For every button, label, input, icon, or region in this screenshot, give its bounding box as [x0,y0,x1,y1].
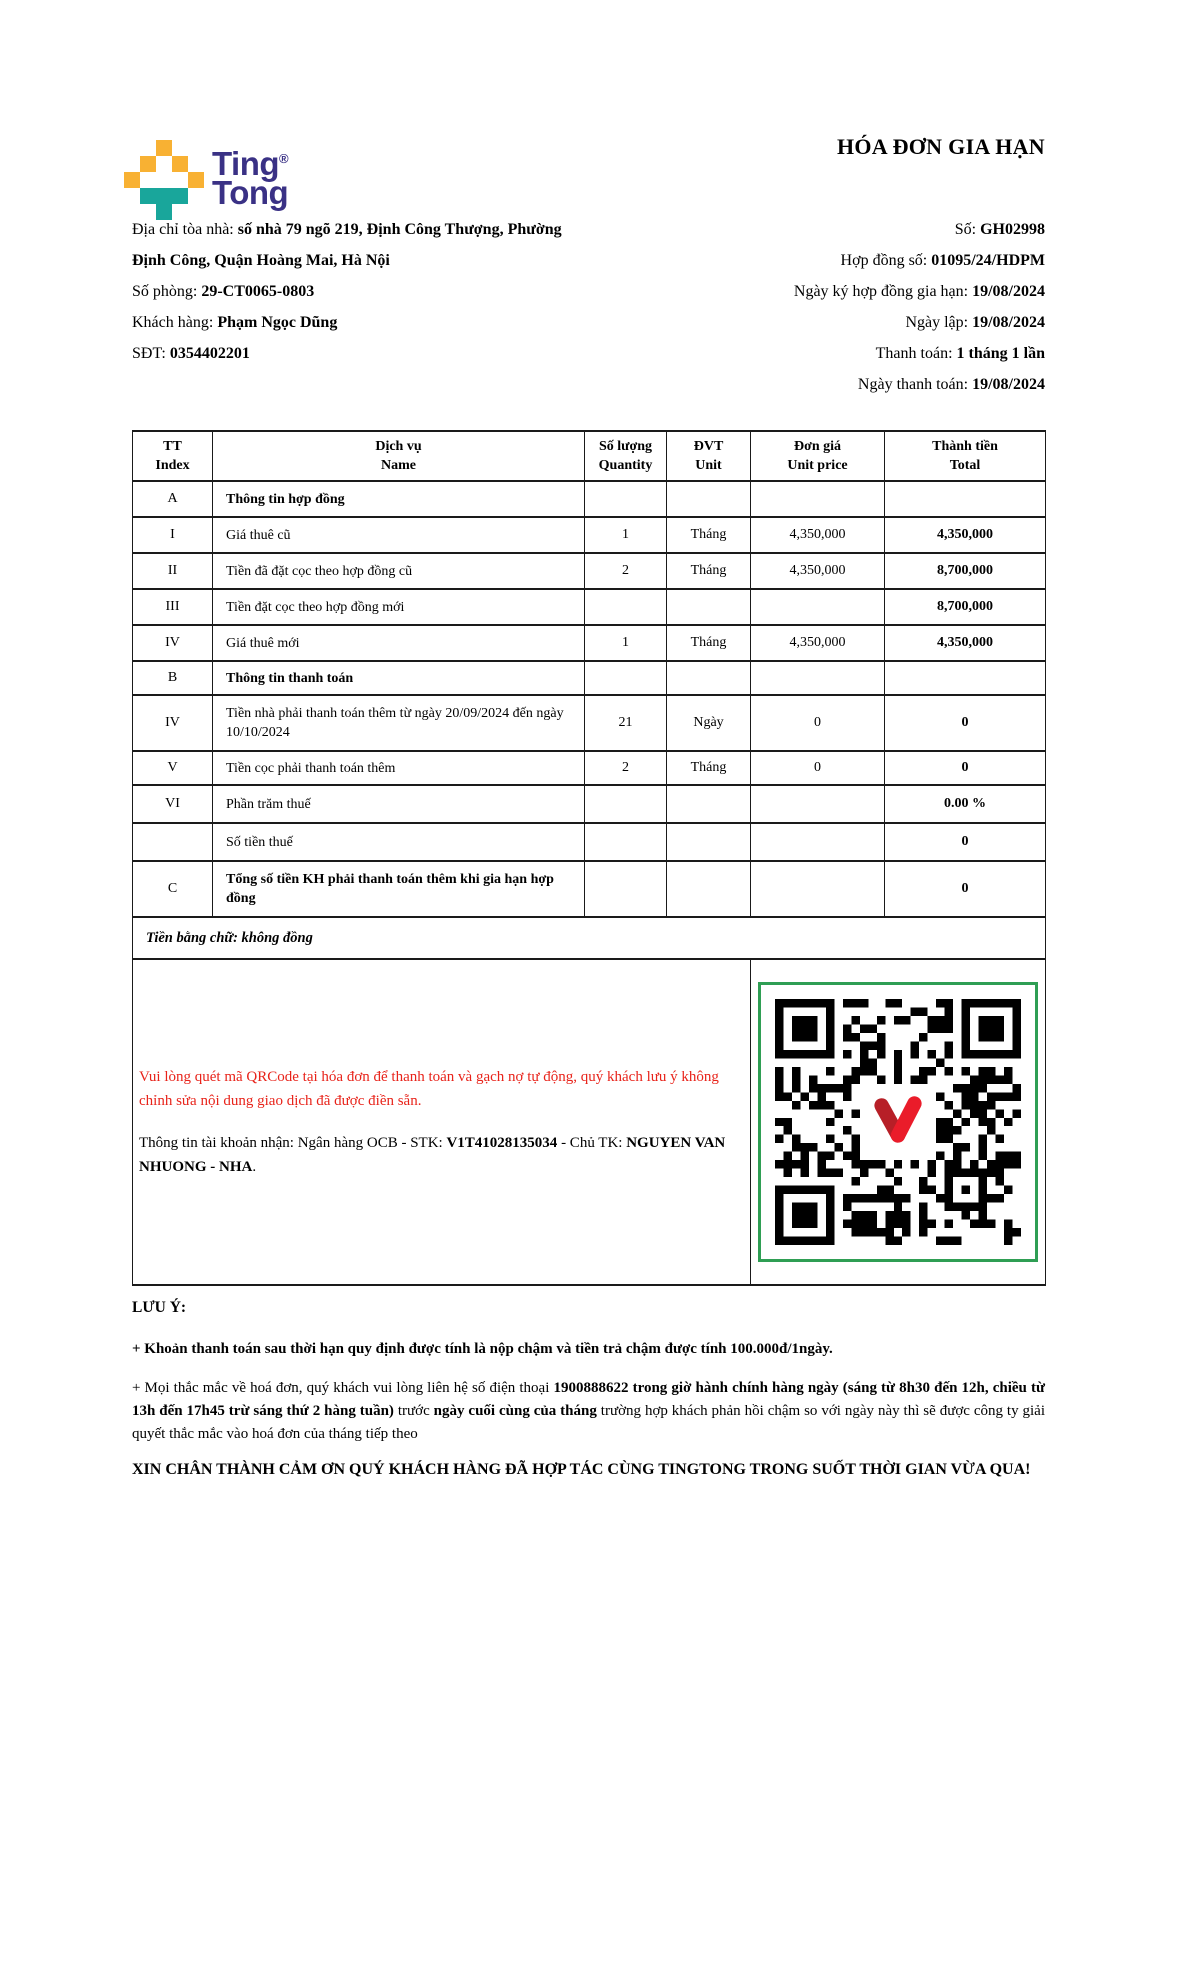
logo-pixel [140,188,188,204]
invoice-info [605,214,1045,400]
cell-name: Giá thuê cũ [213,517,585,553]
cell-price: 0 [751,695,885,751]
cell-tt: II [133,553,213,589]
cell-total: 4,350,000 [885,517,1046,553]
cell-tt: I [133,517,213,553]
customer-label: Khách hàng: [132,314,218,331]
invoice-table [132,430,1046,1286]
header-unit: ĐVT Unit [667,431,751,481]
logo-pixel [124,172,140,188]
invoice-table-wrap [132,430,1045,1286]
cell-price [751,481,885,517]
invoice-no-label: Số: [954,221,981,238]
tingtong-logo-icon [124,140,204,220]
notes-section [132,1296,1045,1481]
qr-code-cell [751,959,1046,1285]
table-row [133,625,1046,661]
cell-tt: B [133,661,213,695]
cell-tt: III [133,589,213,625]
invoice-no-value: GH02998 [980,221,1045,238]
payment-qr-row [133,959,1046,1285]
cell-price [751,823,885,861]
phone-value: 0354402201 [169,345,250,362]
cell-price [751,861,885,917]
hotline-note-seg5: trường hợp khách phản hồi chậm so với ngày này thì sẽ được công ty giải quyết thắc mắc vào hoá đơn của tháng tiếp theo [132,1403,1045,1442]
cell-unit [667,589,751,625]
cell-total: 0.00 % [885,785,1046,823]
cell-total [885,481,1046,517]
cell-qty: 2 [585,751,667,785]
cell-name: Tiền nhà phải thanh toán thêm từ ngày 20/09/2024 đến ngày 10/10/2024 [213,695,585,751]
account-number: V1T41028135034 [446,1135,558,1151]
cell-total: 8,700,000 [885,589,1046,625]
cell-unit: Tháng [667,553,751,589]
table-row [133,695,1046,751]
cell-tt: V [133,751,213,785]
header-total: Thành tiền Total [885,431,1046,481]
cell-name: Thông tin thanh toán [213,661,585,695]
issue-date-value: 19/08/2024 [972,314,1045,331]
payment-cycle-label: Thanh toán: [875,345,957,362]
address-label: Địa chỉ tòa nhà: [132,221,238,238]
cell-total: 0 [885,861,1046,917]
account-info [139,1131,744,1179]
building-info [132,214,587,369]
table-row [133,861,1046,917]
cell-tt: C [133,861,213,917]
cell-unit: Tháng [667,517,751,553]
cell-total: 0 [885,695,1046,751]
table-row [133,661,1046,695]
cell-tt: VI [133,785,213,823]
cell-name: Thông tin hợp đồng [213,481,585,517]
hotline-note-seg3: trước [393,1403,434,1419]
payment-instructions [133,959,751,1285]
cell-name: Số tiền thuế [213,823,585,861]
cell-qty [585,589,667,625]
amount-in-words: Tiền bằng chữ: không đồng [133,917,1046,959]
contract-no-label: Hợp đồng số: [840,252,932,269]
account-suffix: . [252,1159,257,1175]
cell-price [751,785,885,823]
late-payment-note: + Khoản thanh toán sau thời hạn quy định được tính là nộp chậm và tiền trả chậm được tính 100.000đ/1ngày. [132,1341,833,1357]
payment-date-value: 19/08/2024 [972,376,1045,393]
cell-price: 0 [751,751,885,785]
cell-price: 4,350,000 [751,553,885,589]
cell-unit [667,861,751,917]
table-row [133,823,1046,861]
invoice-content [132,0,1045,1976]
cell-unit [667,661,751,695]
cell-unit [667,823,751,861]
header-index: TT Index [133,431,213,481]
hotline-note-seg1: + Mọi thắc mắc về hoá đơn, quý khách vui lòng liên hệ số điện thoại [132,1380,554,1396]
cell-tt: IV [133,625,213,661]
cell-name: Tiền đặt cọc theo hợp đồng mới [213,589,585,625]
cell-total: 0 [885,823,1046,861]
cell-unit: Tháng [667,751,751,785]
cell-price [751,661,885,695]
thank-you-message: XIN CHÂN THÀNH CẢM ƠN QUÝ KHÁCH HÀNG ĐÃ HỢP TÁC CÙNG TINGTONG TRONG SUỐT THỜI GIAN VỪA QUA! [132,1461,1031,1478]
room-label: Số phòng: [132,283,202,300]
header-service: Dịch vụ Name [213,431,585,481]
logo-word-ting: Ting [212,145,280,182]
cell-name: Tiền cọc phải thanh toán thêm [213,751,585,785]
header-unit-price: Đơn giá Unit price [751,431,885,481]
registered-mark: ® [279,151,289,166]
cell-name: Phần trăm thuế [213,785,585,823]
cell-unit [667,481,751,517]
header-quantity: Số lượng Quantity [585,431,667,481]
contract-no-value: 01095/24/HDPM [931,252,1045,269]
logo-pixel [188,172,204,188]
payment-date-label: Ngày thanh toán: [857,376,973,393]
page-title: HÓA ĐƠN GIA HẠN [836,134,1045,159]
logo-pixel [172,156,188,172]
cell-qty [585,861,667,917]
sign-date-value: 19/08/2024 [972,283,1045,300]
cell-qty: 1 [585,517,667,553]
cell-qty [585,785,667,823]
account-mid: - Chủ TK: [557,1135,627,1151]
table-row [133,589,1046,625]
cell-total [885,661,1046,695]
room-value: 29-CT0065-0803 [201,283,315,300]
cell-unit [667,785,751,823]
sign-date-label: Ngày ký hợp đồng gia hạn: [793,283,973,300]
table-row [133,517,1046,553]
cell-qty: 2 [585,553,667,589]
cell-unit: Tháng [667,625,751,661]
payment-qr-code [758,982,1038,1262]
cell-total: 8,700,000 [885,553,1046,589]
cell-name: Tổng số tiền KH phải thanh toán thêm khi gia hạn hợp đồng [213,861,585,917]
amount-in-words-row [133,917,1046,959]
hotline-note-seg4: ngày cuối cùng của tháng [433,1403,597,1419]
vietqr-v-icon [869,1094,927,1148]
cell-qty [585,823,667,861]
cell-qty [585,481,667,517]
cell-price: 4,350,000 [751,625,885,661]
logo-word-tong: Tong [212,174,289,211]
payment-cycle-value: 1 tháng 1 lần [956,345,1045,362]
cell-name: Giá thuê mới [213,625,585,661]
cell-qty: 1 [585,625,667,661]
cell-price: 4,350,000 [751,517,885,553]
cell-tt [133,823,213,861]
cell-name: Tiền đã đặt cọc theo hợp đồng cũ [213,553,585,589]
cell-qty [585,661,667,695]
qr-scan-note: Vui lòng quét mã QRCode tại hóa đơn để thanh toán và gạch nợ tự động, quý khách lưu ý không chỉnh sửa nội dung giao dịch đã được điền sẵn. [139,1069,719,1109]
cell-total: 0 [885,751,1046,785]
cell-tt: A [133,481,213,517]
address-value: số nhà 79 ngõ 219, Định Công Thượng, Phường Định Công, Quận Hoàng Mai, Hà Nội [132,221,562,269]
account-holder: NGUYEN VAN NHUONG - NHA [139,1135,726,1175]
phone-label: SĐT: [132,345,170,362]
table-row [133,751,1046,785]
hotline-note-seg2: 1900888622 trong giờ hành chính hàng ngày (sáng từ 8h30 đến 12h, chiều từ 13h đến 17h45 trừ sáng thứ 2 hàng tuần) [132,1380,1045,1419]
logo-pixel [156,140,172,156]
account-prefix: Thông tin tài khoản nhận: Ngân hàng OCB - STK: [139,1135,447,1151]
logo-wordmark [212,144,289,211]
table-header-row [133,431,1046,481]
cell-tt: IV [133,695,213,751]
issue-date-label: Ngày lập: [905,314,973,331]
cell-unit: Ngày [667,695,751,751]
table-row [133,481,1046,517]
cell-price [751,589,885,625]
notes-heading: LƯU Ý: [132,1299,187,1316]
customer-value: Phạm Ngọc Dũng [217,314,338,331]
logo-pixel [140,156,156,172]
cell-total: 4,350,000 [885,625,1046,661]
tingtong-logo [124,138,424,224]
cell-qty: 21 [585,695,667,751]
table-row [133,785,1046,823]
table-row [133,553,1046,589]
hotline-note [132,1377,1045,1446]
